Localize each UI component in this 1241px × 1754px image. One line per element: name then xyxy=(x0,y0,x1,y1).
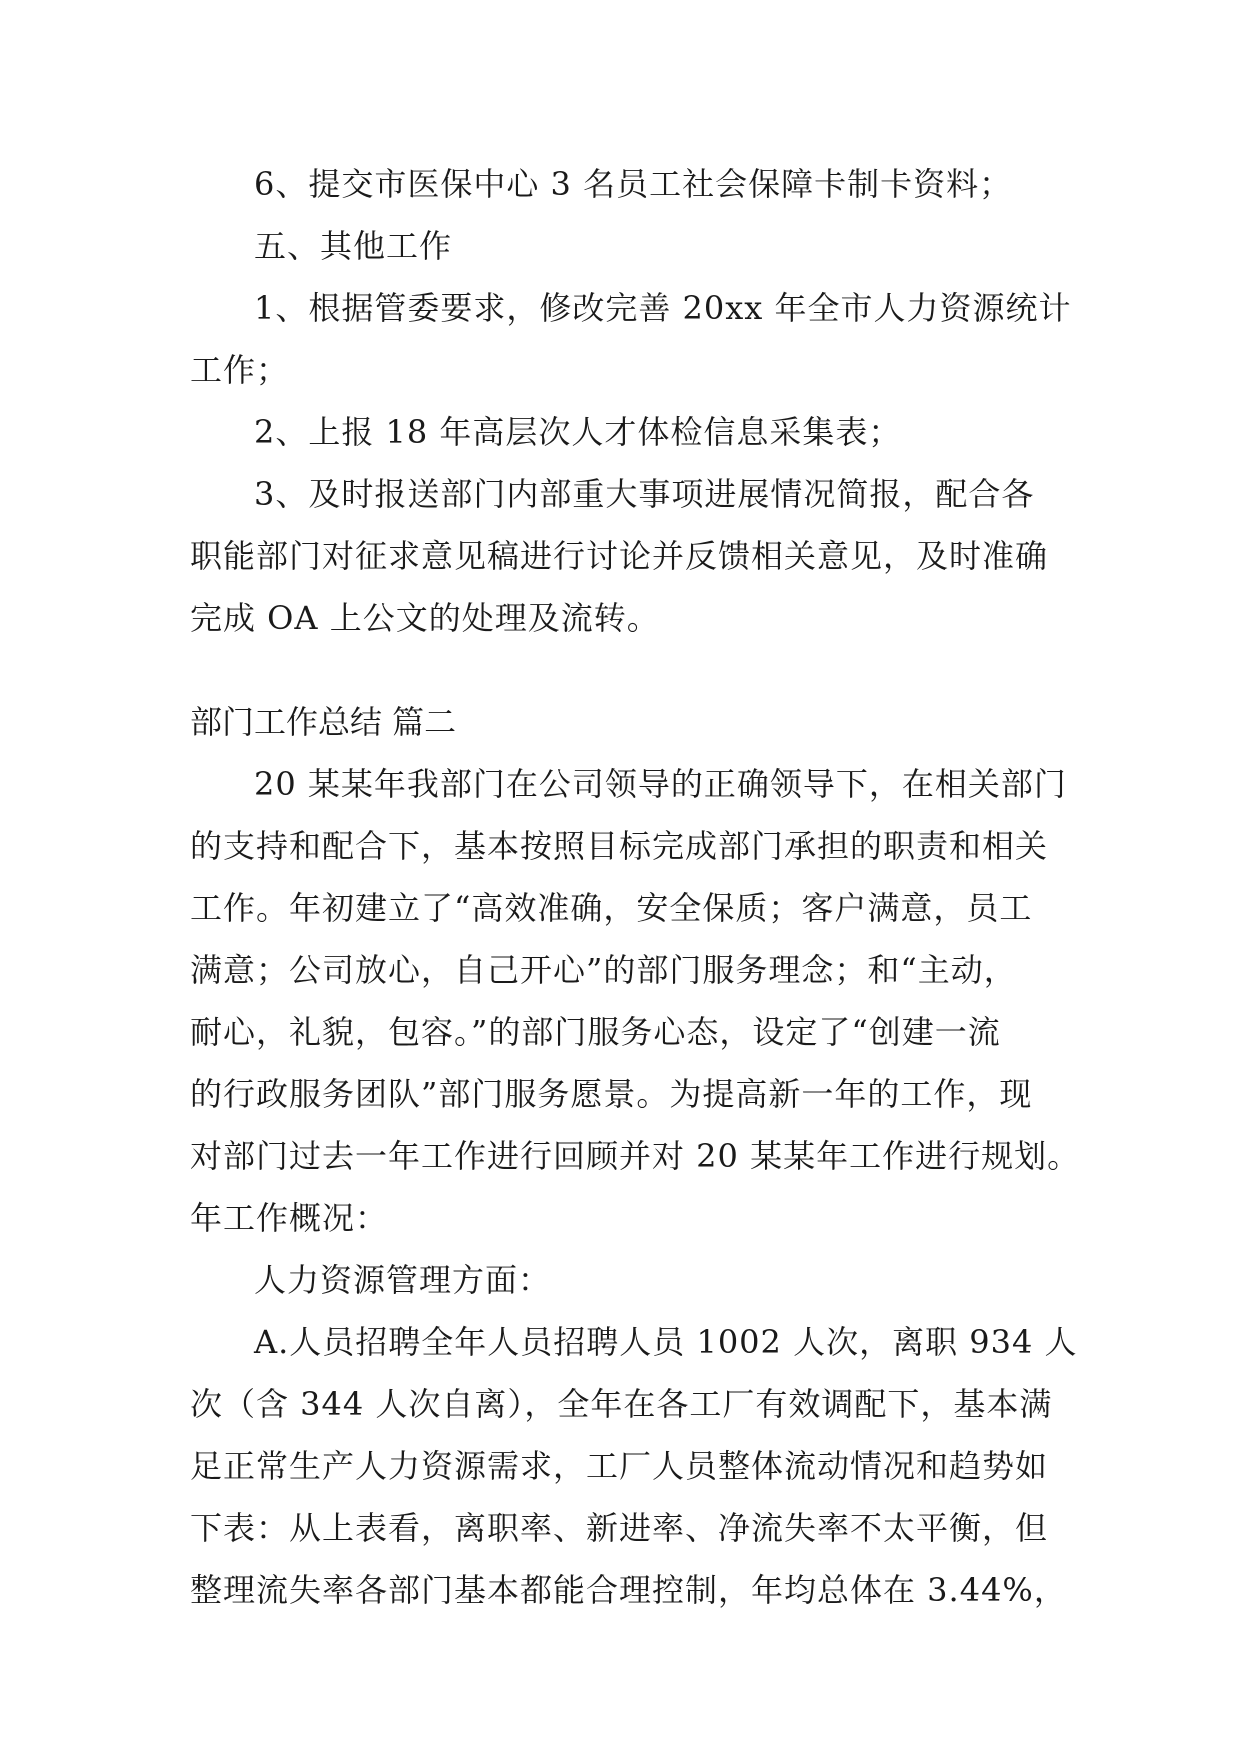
paragraph-line: 满意；公司放心，自己开心”的部门服务理念；和“主动， xyxy=(190,951,1017,989)
paragraph-line: 工作。年初建立了“高效准确，安全保质；客户满意，员工 xyxy=(190,889,1033,927)
paragraph-line: 的行政服务团队”部门服务愿景。为提高新一年的工作，现 xyxy=(190,1075,1033,1113)
paragraph-line: 6、提交市医保中心 3 名员工社会保障卡制卡资料； xyxy=(254,165,1013,203)
paragraph-line: 下表：从上表看，离职率、新进率、净流失率不太平衡，但 xyxy=(190,1509,1049,1547)
paragraph-line: 工作； xyxy=(190,351,290,389)
paragraph-line: 次（含 344 人次自离），全年在各工厂有效调配下，基本满 xyxy=(190,1385,1053,1423)
paragraph-line: 耐心，礼貌，包容。”的部门服务心态，设定了“创建一流 xyxy=(190,1013,1001,1051)
paragraph-line: 整理流失率各部门基本都能合理控制，年均总体在 3.44%， xyxy=(190,1571,1067,1609)
paragraph-line: 20 某某年我部门在公司领导的正确领导下，在相关部门 xyxy=(254,765,1067,803)
paragraph-line: 对部门过去一年工作进行回顾并对 20 某某年工作进行规划。 xyxy=(190,1137,1081,1175)
paragraph-line: 1、根据管委要求，修改完善 20xx 年全市人力资源统计 xyxy=(254,289,1072,327)
section-heading: 五、其他工作 xyxy=(254,227,453,265)
section-title: 部门工作总结 篇二 xyxy=(190,703,457,741)
paragraph-line: 年工作概况： xyxy=(190,1199,389,1237)
paragraph-line: 2、上报 18 年高层次人才体检信息采集表； xyxy=(254,413,902,451)
paragraph-line: A.人员招聘全年人员招聘人员 1002 人次，离职 934 人 xyxy=(254,1323,1078,1361)
paragraph-line: 足正常生产人力资源需求，工厂人员整体流动情况和趋势如 xyxy=(190,1447,1049,1485)
subsection-heading: 人力资源管理方面： xyxy=(254,1261,552,1299)
paragraph-line: 的支持和配合下，基本按照目标完成部门承担的职责和相关 xyxy=(190,827,1049,865)
paragraph-line: 职能部门对征求意见稿进行讨论并反馈相关意见，及时准确 xyxy=(190,537,1049,575)
paragraph-line: 3、及时报送部门内部重大事项进展情况简报，配合各 xyxy=(254,475,1035,513)
paragraph-line: 完成 OA 上公文的处理及流转。 xyxy=(190,599,660,637)
